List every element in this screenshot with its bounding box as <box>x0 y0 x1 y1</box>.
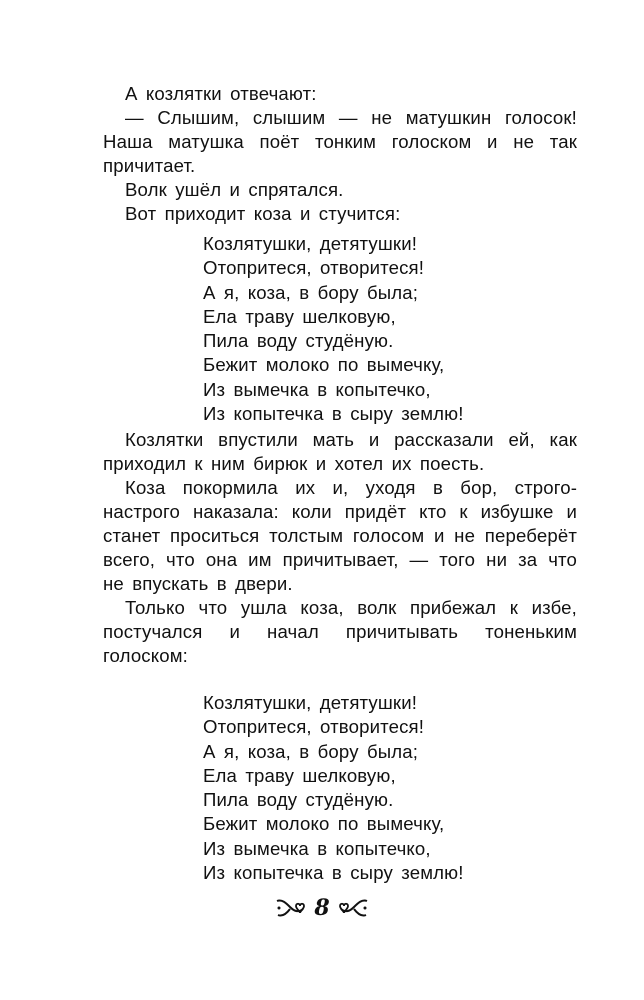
paragraph: Коза покормила их и, уходя в бор, строгонастрого наказала: коли придёт кто к избушке и станет проситься толстым голосом и не переберёт всего, что она им причитывает, — того ни за что не впускать в двери. <box>103 477 577 594</box>
verse-block-2 <box>203 691 533 885</box>
verse-line: Козлятушки, детятушки! <box>203 692 418 713</box>
paragraph: Только что ушла коза, волк прибежал к избе, постучался и начал причитывать тоненьким голоском: <box>103 597 577 666</box>
verse-line: Козлятушки, детятушки! <box>203 233 418 254</box>
paragraph: Волк ушёл и спрятался. <box>125 179 344 200</box>
verse-line: Бежит молоко по вымечку, <box>203 813 445 835</box>
page-footer <box>0 893 644 923</box>
verse-line: Бежит молоко по вымечку, <box>203 354 445 376</box>
paragraph: — Слышим, слышим — не матушкин голосок! Наша матушка поёт тонким голоском и не так причитает. <box>103 107 577 176</box>
verse-line: Пила воду студёную. <box>203 789 394 811</box>
verse-line: Из копытечка в сыру землю! <box>203 862 464 884</box>
page-number: 8 <box>314 895 330 921</box>
text-block-middle <box>103 428 577 668</box>
verse-line: Ела траву шелковую, <box>203 305 396 327</box>
verse-line: Ела траву шелковую, <box>203 764 396 786</box>
verse-line: А я, коза, в бору была; <box>203 740 419 762</box>
verse-line: Пила воду студёную. <box>203 330 394 352</box>
verse-line: Отопритеся, отворитеся! <box>203 716 425 738</box>
paragraph: Козлятки впустили мать и рассказали ей, как приходил к ним бирюк и хотел их поесть. <box>103 429 577 474</box>
paragraph: А козлятки отвечают: <box>125 83 317 104</box>
verse-line: Из копытечка в сыру землю! <box>203 403 464 425</box>
heart-ornament-icon <box>338 895 370 921</box>
paragraph: Вот приходит коза и стучится: <box>125 203 401 224</box>
heart-ornament-icon <box>274 895 306 921</box>
verse-line: Из вымечка в копытечко, <box>203 837 431 859</box>
verse-line: Из вымечка в копытечко, <box>203 378 431 400</box>
verse-block-1 <box>203 232 533 426</box>
text-block-top <box>103 82 577 226</box>
verse-line: Отопритеся, отворитеся! <box>203 257 425 279</box>
verse-line: А я, коза, в бору была; <box>203 281 419 303</box>
